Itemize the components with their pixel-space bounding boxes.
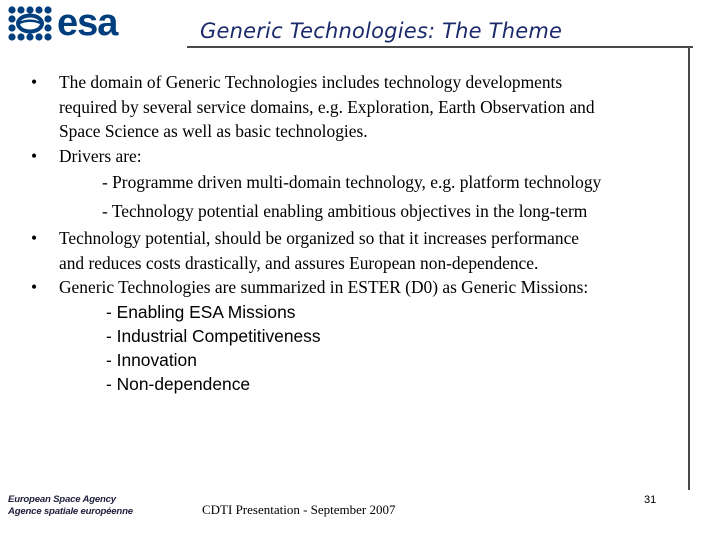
bullet-item: [28, 226, 688, 275]
mission-item: - Enabling ESA Missions: [106, 301, 296, 322]
bullet-icon: •: [31, 145, 38, 166]
bullet-line: Drivers are:: [59, 145, 142, 166]
bullet-line: Space Science as well as basic technologies.: [59, 121, 368, 141]
esa-logo-text: esa: [57, 2, 118, 44]
bullet-line: and reduces costs drastically, and assures European non-dependence.: [59, 252, 539, 273]
mission-item: - Innovation: [106, 350, 197, 371]
esa-globe-icon: [6, 4, 54, 46]
bullet-line: Generic Technologies are summarized in ESTER (D0) as Generic Missions:: [59, 277, 589, 297]
page-number: 31: [644, 494, 657, 506]
sub-item: - Technology potential enabling ambitious objectives in the long-term: [102, 201, 588, 221]
header-rule: [187, 46, 693, 48]
mission-item: - Non-dependence: [106, 374, 251, 395]
bullet-item: [28, 70, 688, 144]
bullet-item: [28, 144, 688, 169]
bullet-line: The domain of Generic Technologies includes technology developments: [59, 72, 563, 92]
slide-content: [28, 70, 688, 397]
bullet-icon: •: [31, 228, 38, 248]
bullet-icon: •: [31, 277, 38, 297]
side-rule: [688, 46, 690, 490]
esa-logo: [6, 4, 136, 46]
footer-text: CDTI Presentation - September 2007: [202, 502, 396, 517]
bullet-icon: •: [31, 72, 38, 92]
agency-name-en: European Space Agency: [8, 494, 116, 505]
slide-title: Generic Technologies: The Theme: [200, 19, 563, 43]
bullet-item: [28, 275, 688, 300]
agency-logo: [8, 494, 133, 518]
mission-item: - Industrial Competitiveness: [106, 325, 321, 346]
agency-name-fr: Agence spatiale européenne: [8, 506, 133, 517]
sub-item: - Programme driven multi-domain technology, e.g. platform technology: [102, 172, 602, 192]
bullet-line: Technology potential, should be organized so that it increases performance: [59, 228, 580, 248]
bullet-line: required by several service domains, e.g. Exploration, Earth Observation and: [59, 96, 595, 117]
